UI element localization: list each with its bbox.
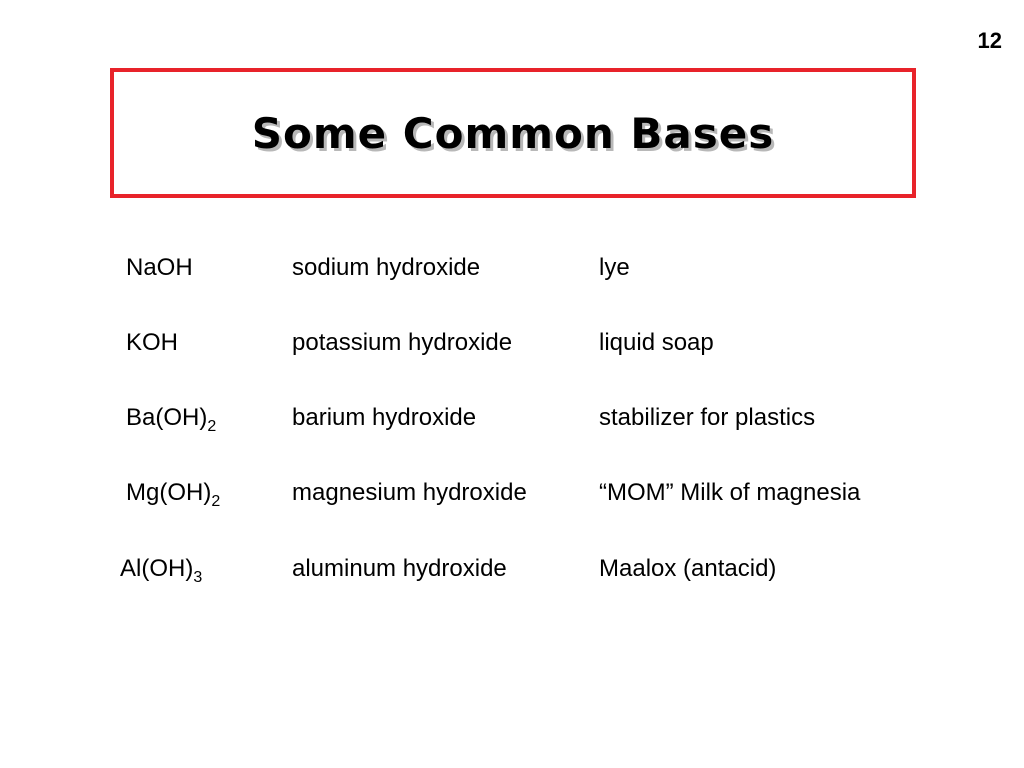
formula-cell: NaOH — [126, 254, 193, 281]
use-cell: stabilizer for plastics — [599, 404, 816, 431]
name-cell: magnesium hydroxide — [292, 479, 527, 506]
use-cell: liquid soap — [599, 329, 714, 356]
formula-cell: $Al(OH)_3$ — [120, 555, 203, 586]
formula-cell: $Ba(OH)_2$ — [126, 404, 217, 435]
name-cell: potassium hydroxide — [292, 329, 513, 356]
slide-title: Some Common Bases — [251, 108, 775, 158]
formula-cell: KOH — [126, 329, 179, 356]
name-cell: sodium hydroxide — [292, 254, 481, 281]
name-cell: aluminum hydroxide — [292, 555, 507, 582]
page-number: 12 — [977, 28, 1002, 53]
use-cell: lye — [599, 254, 630, 281]
use-cell: Maalox (antacid) — [599, 555, 777, 582]
name-cell: barium hydroxide — [292, 404, 477, 431]
formula-cell: $Mg(OH)_2$ — [126, 479, 221, 510]
use-cell: “MOM” Milk of magnesia — [599, 479, 861, 506]
